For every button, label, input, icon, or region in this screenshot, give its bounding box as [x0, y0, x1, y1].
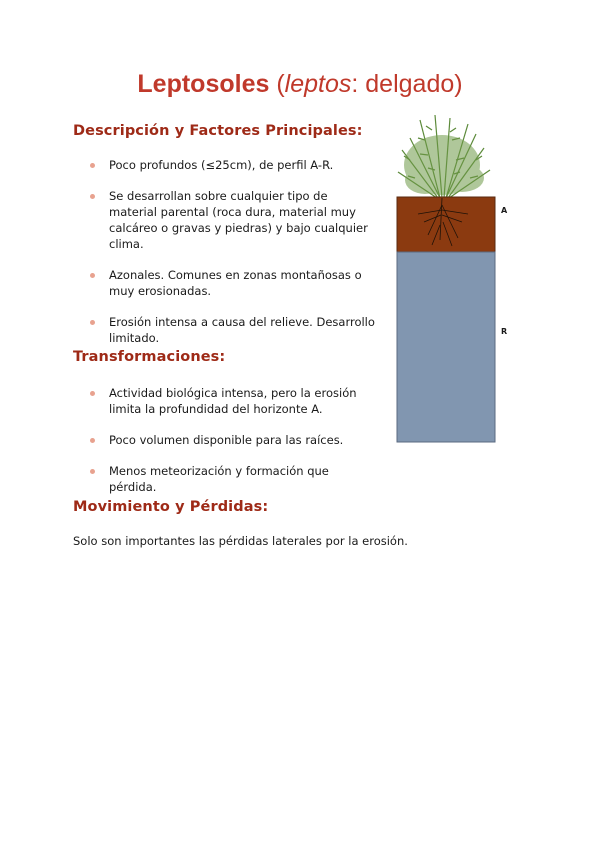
- bullet-icon: [90, 391, 95, 396]
- horizon-a-label: A: [501, 206, 508, 215]
- list-item: Poco profundos (≤25cm), de perfil A-R.: [90, 157, 375, 173]
- list-item: Poco volumen disponible para las raíces.: [90, 432, 375, 448]
- bullet-icon: [90, 320, 95, 325]
- bullet-icon: [90, 438, 95, 443]
- title-main: Leptosoles: [137, 70, 270, 98]
- page-title: [0, 70, 600, 99]
- heading-transformations: Transformaciones:: [73, 349, 226, 365]
- transformations-list: [90, 385, 375, 510]
- foliage-shape: [404, 135, 484, 195]
- title-rest: : delgado): [351, 70, 463, 98]
- soil-profile-drawing: [380, 110, 530, 450]
- heading-description: Descripción y Factores Principales:: [73, 123, 363, 139]
- soil-profile-figure: [380, 110, 530, 450]
- list-item: Erosión intensa a causa del relieve. Desarrollo limitado.: [90, 314, 375, 346]
- horizon-a: [397, 197, 495, 252]
- list-item: Azonales. Comunes en zonas montañosas o muy erosionadas.: [90, 267, 375, 299]
- movement-text: Solo son importantes las pérdidas laterales por la erosión.: [73, 534, 408, 548]
- bullet-icon: [90, 163, 95, 168]
- title-open: (: [269, 70, 285, 98]
- list-item: Actividad biológica intensa, pero la erosión limita la profundidad del horizonte A.: [90, 385, 375, 417]
- description-list: [90, 157, 375, 361]
- bullet-icon: [90, 273, 95, 278]
- heading-movement: Movimiento y Pérdidas:: [73, 499, 269, 515]
- bullet-icon: [90, 469, 95, 474]
- title-etymology: leptos: [284, 70, 352, 98]
- bullet-icon: [90, 194, 95, 199]
- list-item: Se desarrollan sobre cualquier tipo de material parental (roca dura, material muy calcáreo o gravas y piedras) y bajo cualquier clima.: [90, 188, 375, 252]
- horizon-r: [397, 252, 495, 442]
- horizon-r-label: R: [501, 327, 508, 336]
- list-item: Menos meteorización y formación que pérdida.: [90, 463, 375, 495]
